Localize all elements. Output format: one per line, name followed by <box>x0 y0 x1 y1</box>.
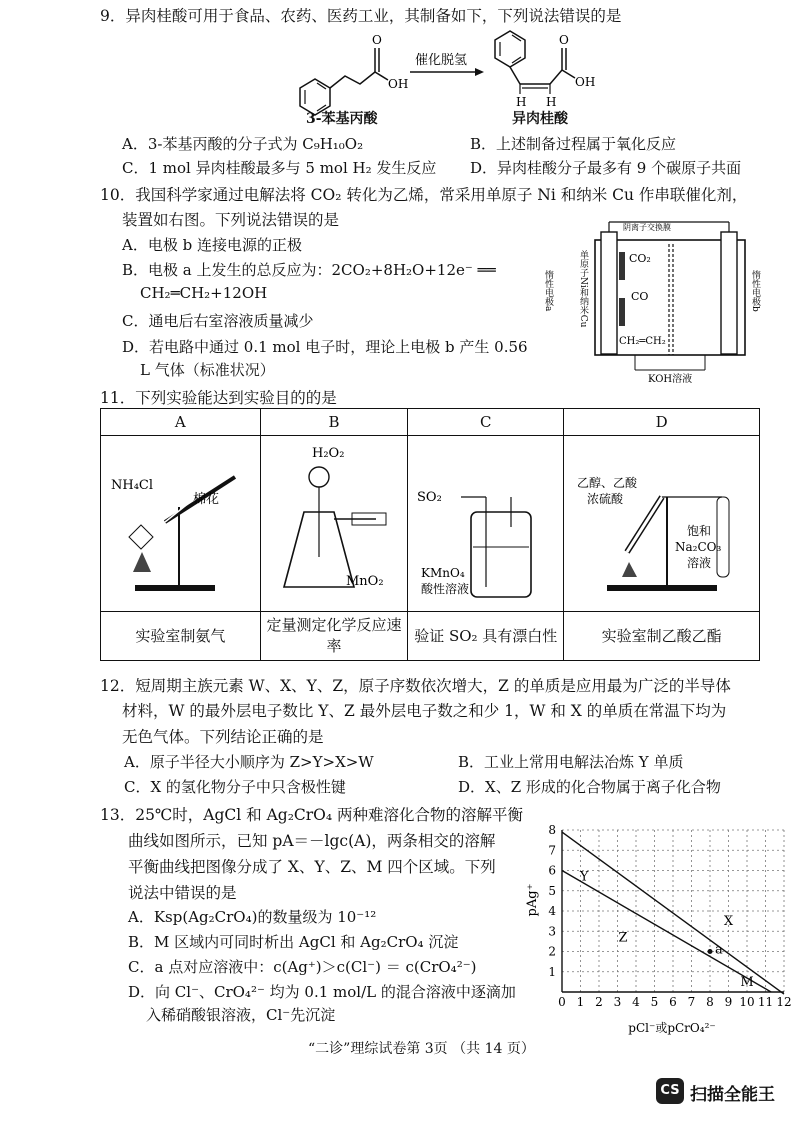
q11-caption-a: 实验室制氨气 <box>101 612 261 661</box>
x-tick-label: 12 <box>776 995 792 1009</box>
y-tick-label: 3 <box>548 924 556 939</box>
q10-option-d: D．若电路中通过 0.1 mol 电子时，理论上电极 b 产生 0.56 <box>122 338 528 356</box>
solution-label: 溶液 <box>686 555 711 570</box>
koh-label: KOH溶液 <box>648 374 693 385</box>
q11-apparatus-c <box>408 436 564 612</box>
electrolysis-cell-diagram <box>545 218 775 386</box>
x-tick-label: 11 <box>757 995 774 1009</box>
q13-option-c: C．a 点对应溶液中：c(Ag⁺)＞c(Cl⁻) ＝ c(CrO₄²⁻) <box>128 958 477 976</box>
q10-option-d-cont: L 气体（标准状况） <box>140 361 275 379</box>
q10-option-b: B．电极 a 上发生的总反应为：2CO₂+8H₂O+12e⁻ ══ <box>122 261 496 279</box>
q9-option-b: B．上述制备过程属于氧化反应 <box>470 135 677 153</box>
h2o2-label: H₂O₂ <box>312 445 345 461</box>
q9-option-d: D．异肉桂酸分子最多有 9 个碳原子共面 <box>470 159 742 177</box>
y-tick-label: 1 <box>548 964 556 979</box>
x-tick-label: 6 <box>669 995 677 1009</box>
region-label-y: Y <box>579 869 589 885</box>
q11-stem: 11．下列实验能达到实验目的的是 <box>100 389 337 407</box>
q13-stem-4: 说法中错误的是 <box>128 884 237 902</box>
q13-stem-1: 13．25℃时，AgCl 和 Ag₂CrO₄ 两种难溶化合物的溶解平衡 <box>100 806 524 824</box>
membrane-label: 阴离子交换膜 <box>623 223 671 232</box>
q12-option-b: B．工业上常用电解法冶炼 Y 单质 <box>458 753 684 771</box>
kmno4-label: KMnO₄ <box>420 565 465 580</box>
q10-stem-1: 10．我国科学家通过电解法将 CO₂ 转化为乙烯，常采用单原子 Ni 和纳米 Cu 作串联催化剂， <box>100 186 748 204</box>
q9-reactant-name: 3-苯基丙酸 <box>306 111 378 127</box>
x-tick-label: 3 <box>613 995 622 1009</box>
q11-caption-b: 定量测定化学反应速率 <box>260 612 408 661</box>
intersection-point-a <box>708 949 713 954</box>
q9-o-label: O <box>372 33 382 47</box>
nh4cl-label: NH₄Cl <box>111 477 154 493</box>
q11-header-d: D <box>564 409 760 436</box>
y-tick-label: 2 <box>548 944 556 959</box>
co-label: CO <box>631 290 649 303</box>
q11-caption-c: 验证 SO₂ 具有漂白性 <box>408 612 564 661</box>
page-footer: “二诊”理综试卷第 3页 （共 14 页） <box>308 1041 535 1057</box>
left-electrode-label: 惰性电极a <box>543 270 553 312</box>
y-tick-label: 8 <box>548 823 556 837</box>
q13-stem-2: 曲线如图所示，已知 pA＝－lgc(A)，两条相交的溶解 <box>128 832 496 850</box>
y-tick-label: 7 <box>548 843 556 858</box>
q10-option-b-cont: CH₂═CH₂+12OH <box>140 284 268 302</box>
x-tick-label: 8 <box>706 995 714 1009</box>
q11-apparatus-d <box>564 436 760 612</box>
q9-stem: 9．异肉桂酸可用于食品、农药、医药工业，其制备如下，下列说法错误的是 <box>100 7 622 25</box>
ammonia-apparatus-illustration <box>105 437 255 607</box>
q12-stem-1: 12．短周期主族元素 W、X、Y、Z，原子序数依次增大，Z 的单质是应用最为广泛的半导体 <box>100 677 731 695</box>
right-electrode-label: 惰性电极b <box>750 270 760 312</box>
cu-catalyst <box>619 298 625 326</box>
x-tick-label: 2 <box>595 995 603 1009</box>
q12-option-a: A．原子半径大小顺序为 Z>Y>X>W <box>124 753 374 771</box>
q9-o-label-2: O <box>559 33 569 47</box>
y-tick-label: 4 <box>548 904 556 918</box>
y-tick-label: 5 <box>548 883 556 898</box>
x-tick-label: 9 <box>724 995 733 1009</box>
q10-option-a: A．电极 b 连接电源的正极 <box>122 236 302 254</box>
q9-product-name: 异肉桂酸 <box>512 111 568 127</box>
electrode-b <box>721 232 737 354</box>
na2co3-label: Na₂CO₃ <box>674 539 721 554</box>
x-tick-label: 7 <box>687 995 696 1009</box>
solubility-equilibrium-chart <box>522 820 790 1040</box>
q11-caption-d: 实验室制乙酸乙酯 <box>564 612 760 661</box>
q9-h-label-1: H <box>516 95 527 109</box>
q11-apparatus-a <box>101 436 261 612</box>
so2-apparatus-illustration <box>411 437 561 607</box>
q12-stem-3: 无色气体。下列结论正确的是 <box>122 728 324 746</box>
q13-option-d: D．向 Cl⁻、CrO₄²⁻ 均为 0.1 mol/L 的混合溶液中逐滴加 <box>128 983 516 1001</box>
q9-option-c: C．1 mol 异肉桂酸最多与 5 mol H₂ 发生反应 <box>122 159 437 177</box>
q12-option-c: C．X 的氢化物分子中只含极性键 <box>124 778 346 796</box>
q12-option-d: D．X、Z 形成的化合物属于离子化合物 <box>458 778 721 796</box>
q10-stem-2: 装置如右图。下列说法错误的是 <box>122 211 340 229</box>
co2-label: CO₂ <box>629 252 651 265</box>
q9-oh-label: OH <box>388 77 409 91</box>
q9-reagent-label: 催化脱氢 <box>415 53 468 68</box>
region-label-z: Z <box>618 930 628 946</box>
q13-stem-3: 平衡曲线把图像分成了 X、Y、Z、M 四个区域。下列 <box>128 858 496 876</box>
reaction-rate-apparatus-illustration <box>264 437 404 607</box>
ethyl-acetate-apparatus-illustration <box>567 437 757 607</box>
q11-header-b: B <box>260 409 408 436</box>
x-tick-label: 1 <box>576 995 585 1009</box>
region-label-m: M <box>740 974 754 990</box>
saturated-label: 饱和 <box>686 523 711 538</box>
cotton-label: 棉花 <box>193 491 220 507</box>
point-label-a: a <box>715 942 723 958</box>
so2-label: SO₂ <box>416 489 442 505</box>
x-tick-label: 5 <box>650 995 659 1009</box>
x-tick-label: 4 <box>632 995 640 1009</box>
electrode-a <box>601 232 617 354</box>
chart-x-axis-label: pCl⁻或pCrO₄²⁻ <box>628 1021 716 1035</box>
acid-solution-label: 酸性溶液 <box>420 581 469 596</box>
chart-y-axis-label: pAg⁺ <box>525 883 540 917</box>
x-tick-label: 0 <box>558 995 566 1009</box>
q11-apparatus-b <box>260 436 408 612</box>
q12-stem-2: 材料，W 的最外层电子数比 Y、Z 最外层电子数之和少 1，W 和 X 的单质在常温下均为 <box>122 702 727 720</box>
q9-option-a: A．3-苯基丙酸的分子式为 C₉H₁₀O₂ <box>122 135 364 153</box>
ni-catalyst <box>619 252 625 280</box>
q11-header-c: C <box>408 409 564 436</box>
q13-option-a: A．Ksp(Ag₂CrO₄)的数量级为 10⁻¹² <box>128 908 377 926</box>
ethanol-acetic-label: 乙醇、乙酸 <box>576 475 637 490</box>
q9-h-label-2: H <box>546 95 557 109</box>
y-tick-label: 6 <box>548 863 556 878</box>
q11-header-a: A <box>101 409 261 436</box>
chart-ticks <box>548 823 791 1009</box>
q10-option-c: C．通电后右室溶液质量减少 <box>122 312 314 330</box>
scanner-watermark-text: 扫描全能王 <box>690 1085 775 1105</box>
x-tick-label: 10 <box>739 995 755 1009</box>
conc-h2so4-label: 浓硫酸 <box>586 491 623 506</box>
q11-experiment-table <box>100 408 760 661</box>
q13-option-d-cont: 入稀硝酸银溶液，Cl⁻先沉淀 <box>146 1006 336 1024</box>
mno2-label: MnO₂ <box>346 573 384 589</box>
q13-option-b: B．M 区域内可同时析出 AgCl 和 Ag₂CrO₄ 沉淀 <box>128 933 459 951</box>
scanner-logo: CS <box>656 1078 684 1104</box>
chart-grid <box>562 830 784 992</box>
ethylene-label: CH₂═CH₂ <box>619 336 666 347</box>
region-label-x: X <box>723 914 734 930</box>
q9-oh-label-2: OH <box>575 75 596 89</box>
catalyst-label: 单原子Ni和纳米Cu <box>578 250 588 328</box>
